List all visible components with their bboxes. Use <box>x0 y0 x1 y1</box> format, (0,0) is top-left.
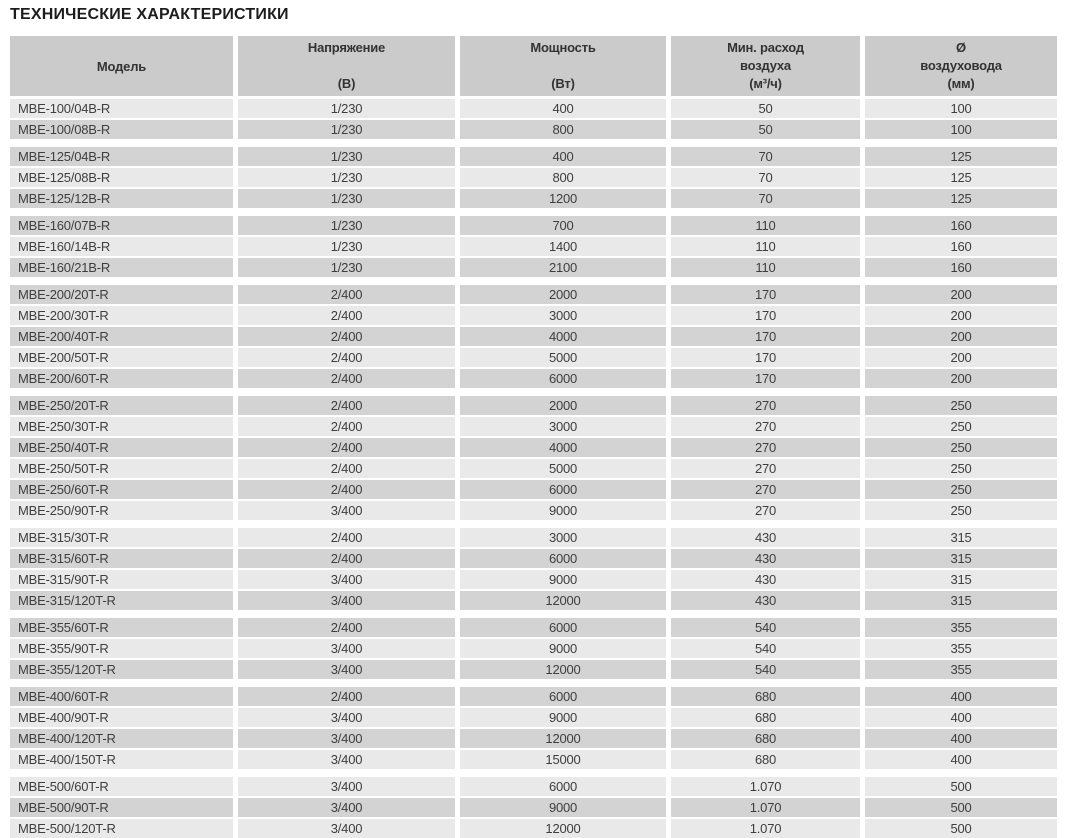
table-row <box>10 549 1057 568</box>
table-row <box>10 570 1057 589</box>
cell-model: MBE-250/30T-R <box>10 417 233 436</box>
cell-model: MBE-250/20T-R <box>10 396 233 415</box>
cell-airflow: 270 <box>671 417 860 436</box>
cell-voltage: 1/230 <box>238 258 455 277</box>
cell-voltage: 2/400 <box>238 369 455 388</box>
cell-power: 9000 <box>460 798 666 817</box>
cell-airflow: 170 <box>671 306 860 325</box>
cell-voltage: 2/400 <box>238 396 455 415</box>
table-row <box>10 480 1057 499</box>
cell-power: 6000 <box>460 618 666 637</box>
cell-model: MBE-250/60T-R <box>10 480 233 499</box>
column-header-model-label: Модель <box>96 58 147 74</box>
column-header-airflow <box>671 36 860 96</box>
cell-diameter: 200 <box>865 348 1057 367</box>
cell-model: MBE-400/150T-R <box>10 750 233 769</box>
cell-voltage: 1/230 <box>238 216 455 235</box>
cell-diameter: 160 <box>865 216 1057 235</box>
cell-model: MBE-400/60T-R <box>10 687 233 706</box>
cell-airflow: 270 <box>671 396 860 415</box>
cell-diameter: 355 <box>865 660 1057 679</box>
column-header-diameter-line2: воздуховода <box>920 58 1002 73</box>
table-row <box>10 237 1057 256</box>
table-row <box>10 729 1057 748</box>
row-group <box>10 528 1057 610</box>
table-row <box>10 798 1057 817</box>
table-row <box>10 777 1057 796</box>
cell-airflow: 1.070 <box>671 798 860 817</box>
cell-diameter: 125 <box>865 147 1057 166</box>
cell-model: MBE-500/90T-R <box>10 798 233 817</box>
table-row <box>10 396 1057 415</box>
cell-model: MBE-160/21B-R <box>10 258 233 277</box>
cell-model: MBE-315/90T-R <box>10 570 233 589</box>
cell-voltage: 1/230 <box>238 189 455 208</box>
cell-airflow: 430 <box>671 528 860 547</box>
cell-power: 2000 <box>460 285 666 304</box>
cell-power: 3000 <box>460 528 666 547</box>
cell-voltage: 3/400 <box>238 819 455 838</box>
cell-power: 12000 <box>460 660 666 679</box>
cell-airflow: 170 <box>671 327 860 346</box>
cell-airflow: 270 <box>671 459 860 478</box>
cell-power: 3000 <box>460 306 666 325</box>
table-row <box>10 750 1057 769</box>
cell-model: MBE-355/60T-R <box>10 618 233 637</box>
cell-diameter: 250 <box>865 417 1057 436</box>
cell-power: 6000 <box>460 549 666 568</box>
column-header-diameter <box>865 36 1057 96</box>
cell-airflow: 540 <box>671 639 860 658</box>
cell-airflow: 680 <box>671 729 860 748</box>
cell-diameter: 400 <box>865 687 1057 706</box>
column-header-airflow-line1: Мин. расход <box>727 40 804 55</box>
cell-voltage: 2/400 <box>238 618 455 637</box>
row-group <box>10 147 1057 208</box>
cell-diameter: 200 <box>865 306 1057 325</box>
cell-voltage: 3/400 <box>238 570 455 589</box>
cell-power: 6000 <box>460 687 666 706</box>
cell-power: 12000 <box>460 729 666 748</box>
cell-diameter: 200 <box>865 327 1057 346</box>
cell-airflow: 680 <box>671 687 860 706</box>
cell-voltage: 2/400 <box>238 348 455 367</box>
table-row <box>10 216 1057 235</box>
table-row <box>10 501 1057 520</box>
cell-voltage: 2/400 <box>238 327 455 346</box>
cell-model: MBE-100/08B-R <box>10 120 233 139</box>
cell-airflow: 270 <box>671 480 860 499</box>
table-row <box>10 369 1057 388</box>
cell-model: MBE-160/07B-R <box>10 216 233 235</box>
cell-power: 5000 <box>460 459 666 478</box>
row-group <box>10 687 1057 769</box>
cell-diameter: 500 <box>865 798 1057 817</box>
cell-airflow: 540 <box>671 618 860 637</box>
cell-airflow: 50 <box>671 99 860 118</box>
cell-power: 800 <box>460 120 666 139</box>
table-row <box>10 438 1057 457</box>
cell-airflow: 680 <box>671 708 860 727</box>
cell-power: 4000 <box>460 327 666 346</box>
cell-diameter: 355 <box>865 618 1057 637</box>
cell-voltage: 3/400 <box>238 750 455 769</box>
cell-power: 9000 <box>460 570 666 589</box>
cell-diameter: 400 <box>865 750 1057 769</box>
cell-airflow: 270 <box>671 438 860 457</box>
cell-model: MBE-250/40T-R <box>10 438 233 457</box>
cell-diameter: 250 <box>865 459 1057 478</box>
cell-power: 9000 <box>460 639 666 658</box>
cell-voltage: 3/400 <box>238 501 455 520</box>
table-row <box>10 417 1057 436</box>
row-group <box>10 777 1057 838</box>
table-row <box>10 327 1057 346</box>
table-row <box>10 285 1057 304</box>
cell-diameter: 355 <box>865 639 1057 658</box>
table-row <box>10 591 1057 610</box>
cell-model: MBE-315/120T-R <box>10 591 233 610</box>
cell-diameter: 200 <box>865 285 1057 304</box>
cell-diameter: 500 <box>865 819 1057 838</box>
column-header-voltage-line1: Напряжение <box>307 40 386 55</box>
cell-power: 6000 <box>460 480 666 499</box>
cell-voltage: 3/400 <box>238 777 455 796</box>
cell-model: MBE-200/50T-R <box>10 348 233 367</box>
cell-voltage: 1/230 <box>238 168 455 187</box>
table-row <box>10 147 1057 166</box>
cell-diameter: 250 <box>865 438 1057 457</box>
cell-power: 400 <box>460 147 666 166</box>
table-row <box>10 348 1057 367</box>
cell-diameter: 100 <box>865 120 1057 139</box>
cell-model: MBE-400/90T-R <box>10 708 233 727</box>
cell-voltage: 1/230 <box>238 120 455 139</box>
cell-airflow: 70 <box>671 189 860 208</box>
cell-diameter: 250 <box>865 396 1057 415</box>
cell-model: MBE-315/60T-R <box>10 549 233 568</box>
cell-diameter: 160 <box>865 258 1057 277</box>
column-header-voltage-line2 <box>238 57 455 75</box>
cell-power: 400 <box>460 99 666 118</box>
cell-model: MBE-160/14B-R <box>10 237 233 256</box>
cell-power: 6000 <box>460 777 666 796</box>
table-row <box>10 660 1057 679</box>
cell-power: 700 <box>460 216 666 235</box>
cell-power: 9000 <box>460 708 666 727</box>
cell-power: 3000 <box>460 417 666 436</box>
table-row <box>10 99 1057 118</box>
cell-airflow: 110 <box>671 216 860 235</box>
cell-voltage: 2/400 <box>238 528 455 547</box>
cell-airflow: 270 <box>671 501 860 520</box>
cell-voltage: 2/400 <box>238 417 455 436</box>
cell-airflow: 540 <box>671 660 860 679</box>
cell-diameter: 400 <box>865 729 1057 748</box>
cell-diameter: 125 <box>865 168 1057 187</box>
cell-model: MBE-500/60T-R <box>10 777 233 796</box>
cell-power: 5000 <box>460 348 666 367</box>
row-group <box>10 396 1057 520</box>
cell-diameter: 315 <box>865 528 1057 547</box>
cell-voltage: 2/400 <box>238 306 455 325</box>
cell-diameter: 200 <box>865 369 1057 388</box>
cell-airflow: 70 <box>671 147 860 166</box>
column-header-voltage-unit: (В) <box>337 76 356 91</box>
cell-voltage: 2/400 <box>238 438 455 457</box>
cell-airflow: 70 <box>671 168 860 187</box>
column-header-power-line1: Мощность <box>530 40 596 55</box>
cell-voltage: 1/230 <box>238 99 455 118</box>
cell-voltage: 3/400 <box>238 729 455 748</box>
cell-model: MBE-100/04B-R <box>10 99 233 118</box>
cell-voltage: 2/400 <box>238 459 455 478</box>
cell-power: 12000 <box>460 591 666 610</box>
cell-power: 800 <box>460 168 666 187</box>
table-row <box>10 618 1057 637</box>
cell-power: 2000 <box>460 396 666 415</box>
table-row <box>10 639 1057 658</box>
cell-model: MBE-250/90T-R <box>10 501 233 520</box>
cell-model: MBE-125/04B-R <box>10 147 233 166</box>
column-header-voltage <box>238 36 455 96</box>
cell-airflow: 430 <box>671 570 860 589</box>
cell-voltage: 1/230 <box>238 147 455 166</box>
cell-airflow: 680 <box>671 750 860 769</box>
cell-voltage: 2/400 <box>238 480 455 499</box>
cell-model: MBE-125/08B-R <box>10 168 233 187</box>
cell-diameter: 125 <box>865 189 1057 208</box>
row-group <box>10 618 1057 679</box>
cell-voltage: 3/400 <box>238 639 455 658</box>
cell-diameter: 100 <box>865 99 1057 118</box>
column-header-airflow-line2: воздуха <box>740 58 791 73</box>
cell-model: MBE-200/20T-R <box>10 285 233 304</box>
cell-airflow: 430 <box>671 549 860 568</box>
row-group <box>10 99 1057 139</box>
table-row <box>10 819 1057 838</box>
cell-model: MBE-315/30T-R <box>10 528 233 547</box>
cell-model: MBE-200/60T-R <box>10 369 233 388</box>
table-row <box>10 168 1057 187</box>
cell-airflow: 170 <box>671 285 860 304</box>
cell-voltage: 1/230 <box>238 237 455 256</box>
cell-airflow: 110 <box>671 237 860 256</box>
table-header-row <box>10 36 1057 96</box>
cell-voltage: 3/400 <box>238 660 455 679</box>
cell-airflow: 430 <box>671 591 860 610</box>
cell-model: MBE-250/50T-R <box>10 459 233 478</box>
column-header-power <box>460 36 666 96</box>
table-row <box>10 189 1057 208</box>
cell-power: 15000 <box>460 750 666 769</box>
column-header-power-unit: (Вт) <box>551 76 575 91</box>
table-row <box>10 708 1057 727</box>
page-title: ТЕХНИЧЕСКИЕ ХАРАКТЕРИСТИКИ <box>10 6 289 23</box>
column-header-model <box>10 36 233 96</box>
cell-model: MBE-500/120T-R <box>10 819 233 838</box>
cell-diameter: 315 <box>865 570 1057 589</box>
row-group <box>10 216 1057 277</box>
cell-model: MBE-125/12B-R <box>10 189 233 208</box>
cell-voltage: 3/400 <box>238 708 455 727</box>
cell-voltage: 3/400 <box>238 591 455 610</box>
diameter-icon: Ø <box>956 40 966 55</box>
cell-diameter: 160 <box>865 237 1057 256</box>
column-header-power-line2 <box>460 57 666 75</box>
cell-airflow: 170 <box>671 369 860 388</box>
cell-model: MBE-355/120T-R <box>10 660 233 679</box>
cell-power: 4000 <box>460 438 666 457</box>
cell-model: MBE-200/30T-R <box>10 306 233 325</box>
column-header-airflow-unit: (м³/ч) <box>749 76 782 91</box>
table-row <box>10 306 1057 325</box>
table-row <box>10 687 1057 706</box>
cell-airflow: 110 <box>671 258 860 277</box>
cell-diameter: 250 <box>865 480 1057 499</box>
column-header-diameter-unit: (мм) <box>947 76 975 91</box>
cell-diameter: 250 <box>865 501 1057 520</box>
cell-voltage: 2/400 <box>238 285 455 304</box>
cell-model: MBE-355/90T-R <box>10 639 233 658</box>
cell-power: 12000 <box>460 819 666 838</box>
cell-airflow: 1.070 <box>671 777 860 796</box>
table-row <box>10 120 1057 139</box>
cell-power: 9000 <box>460 501 666 520</box>
cell-diameter: 315 <box>865 591 1057 610</box>
table-row <box>10 528 1057 547</box>
cell-power: 1400 <box>460 237 666 256</box>
table-body <box>10 99 1057 838</box>
cell-diameter: 500 <box>865 777 1057 796</box>
technical-specs-table <box>10 36 1057 838</box>
cell-power: 2100 <box>460 258 666 277</box>
cell-power: 1200 <box>460 189 666 208</box>
cell-power: 6000 <box>460 369 666 388</box>
cell-model: MBE-200/40T-R <box>10 327 233 346</box>
cell-airflow: 50 <box>671 120 860 139</box>
cell-airflow: 170 <box>671 348 860 367</box>
row-group <box>10 285 1057 388</box>
cell-airflow: 1.070 <box>671 819 860 838</box>
cell-voltage: 3/400 <box>238 798 455 817</box>
cell-voltage: 2/400 <box>238 549 455 568</box>
cell-model: MBE-400/120T-R <box>10 729 233 748</box>
table-row <box>10 459 1057 478</box>
table-row <box>10 258 1057 277</box>
cell-diameter: 315 <box>865 549 1057 568</box>
cell-voltage: 2/400 <box>238 687 455 706</box>
cell-diameter: 400 <box>865 708 1057 727</box>
